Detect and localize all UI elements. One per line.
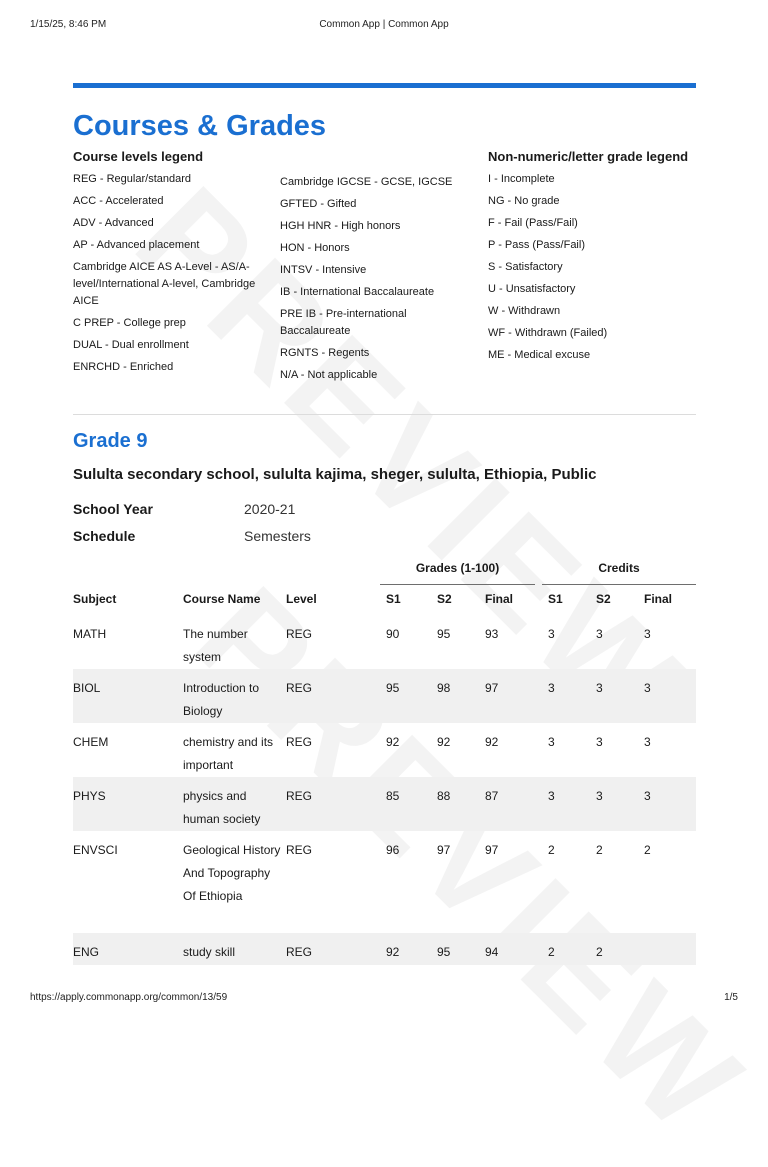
cell-subject: PHYS <box>73 789 106 803</box>
table-row <box>73 669 696 723</box>
cell-credit-s2: 2 <box>596 843 603 857</box>
cell-credit-s2: 3 <box>596 735 603 749</box>
cell-grade-final: 97 <box>485 681 499 695</box>
credits-group-header: Credits <box>598 561 640 575</box>
cell-credit-final: 3 <box>644 789 651 803</box>
legend-item: S - Satisfactory <box>488 261 563 273</box>
print-header <box>0 19 768 33</box>
school-year-value: 2020-21 <box>244 501 296 517</box>
table-row <box>73 777 696 831</box>
legend-item: Cambridge IGCSE - GCSE, IGCSE <box>280 176 453 188</box>
cell-course: Geological History And Topography Of Ethiopia <box>183 843 281 903</box>
cell-credit-s2: 3 <box>596 789 603 803</box>
legend-item: AP - Advanced placement <box>73 239 200 251</box>
cell-credit-final: 3 <box>644 627 651 641</box>
legend-item: N/A - Not applicable <box>280 369 378 381</box>
legend-item: NG - No grade <box>488 195 560 207</box>
col-header-subject: Subject <box>73 592 117 606</box>
cell-grade-s1: 85 <box>386 789 400 803</box>
page-title: Courses & Grades <box>73 110 327 142</box>
cell-level: REG <box>286 681 313 695</box>
legend-item: ACC - Accelerated <box>73 195 164 207</box>
cell-credit-s2: 3 <box>596 681 603 695</box>
cell-level: REG <box>286 789 313 803</box>
cell-grade-s2: 95 <box>437 945 451 959</box>
grade-legend-list <box>488 171 698 369</box>
legend-item: ENRCHD - Enriched <box>73 361 174 373</box>
cell-credit-s1: 3 <box>548 627 555 641</box>
course-levels-legend-title: Course levels legend <box>73 149 204 164</box>
legend-item: PRE IB - Pre-international Baccalaureate <box>280 308 407 337</box>
cell-credit-s1: 2 <box>548 843 555 857</box>
cell-credit-s1: 3 <box>548 735 555 749</box>
cell-grade-final: 92 <box>485 735 499 749</box>
col-header-credit-s2: S2 <box>596 592 611 606</box>
cell-grade-s1: 95 <box>386 681 400 695</box>
cell-credit-final: 3 <box>644 681 651 695</box>
cell-grade-final: 87 <box>485 789 499 803</box>
grade-heading: Grade 9 <box>73 430 148 452</box>
cell-credit-s2: 3 <box>596 627 603 641</box>
cell-subject: ENG <box>73 945 100 959</box>
course-levels-legend-col1 <box>73 171 273 381</box>
print-page-number: 1/5 <box>724 992 738 1003</box>
col-header-grade-final: Final <box>485 592 514 606</box>
legend-item: RGNTS - Regents <box>280 347 370 359</box>
cell-credit-s1: 2 <box>548 945 555 959</box>
cell-grade-s2: 95 <box>437 627 451 641</box>
grades-group-rule <box>380 584 535 585</box>
cell-level: REG <box>286 843 313 857</box>
col-header-credit-final: Final <box>644 592 673 606</box>
cell-subject: MATH <box>73 627 107 641</box>
cell-grade-s1: 96 <box>386 843 400 857</box>
legend-item: GFTED - Gifted <box>280 198 357 210</box>
col-header-grade-s1: S1 <box>386 592 401 606</box>
table-row <box>73 723 696 777</box>
print-datetime: 1/15/25, 8:46 PM <box>30 19 107 30</box>
credits-group-rule <box>542 584 696 585</box>
cell-course: The number system <box>183 627 248 664</box>
cell-grade-s2: 97 <box>437 843 451 857</box>
legend-item: P - Pass (Pass/Fail) <box>488 239 585 251</box>
course-levels-legend-col2 <box>280 174 465 389</box>
cell-grade-final: 93 <box>485 627 499 641</box>
legend-item: IB - International Baccalaureate <box>280 286 435 298</box>
cell-grade-s2: 88 <box>437 789 451 803</box>
cell-grade-s1: 92 <box>386 945 400 959</box>
legend-item: INTSV - Intensive <box>280 264 367 276</box>
cell-level: REG <box>286 945 313 959</box>
col-header-grade-s2: S2 <box>437 592 452 606</box>
cell-subject: ENVSCI <box>73 843 118 857</box>
cell-credit-final: 3 <box>644 735 651 749</box>
legend-item: C PREP - College prep <box>73 317 186 329</box>
table-row <box>73 933 696 965</box>
cell-level: REG <box>286 627 313 641</box>
legend-item: HON - Honors <box>280 242 350 254</box>
cell-grade-s1: 92 <box>386 735 400 749</box>
col-header-credit-s1: S1 <box>548 592 563 606</box>
cell-grade-final: 97 <box>485 843 499 857</box>
legend-item: WF - Withdrawn (Failed) <box>488 327 608 339</box>
legend-item: REG - Regular/standard <box>73 173 191 185</box>
cell-level: REG <box>286 735 313 749</box>
col-header-course: Course Name <box>183 592 261 606</box>
print-url: https://apply.commonapp.org/common/13/59 <box>30 992 228 1003</box>
print-footer <box>0 992 768 1006</box>
section-divider <box>73 414 696 415</box>
cell-credit-final: 2 <box>644 843 651 857</box>
legend-item: I - Incomplete <box>488 173 555 185</box>
accent-bar <box>73 83 696 88</box>
legend-item: U - Unsatisfactory <box>488 283 576 295</box>
cell-credit-s1: 3 <box>548 681 555 695</box>
legend-item: DUAL - Dual enrollment <box>73 339 189 351</box>
print-title: Common App | Common App <box>319 19 449 30</box>
schedule-value: Semesters <box>244 528 311 544</box>
cell-course: study skill <box>183 945 236 959</box>
grades-group-header: Grades (1-100) <box>415 561 500 575</box>
cell-grade-final: 94 <box>485 945 499 959</box>
legend-item: F - Fail (Pass/Fail) <box>488 217 578 229</box>
legend-item: W - Withdrawn <box>488 305 561 317</box>
grade-legend-title: Non-numeric/letter grade legend <box>488 149 689 164</box>
cell-grade-s2: 98 <box>437 681 451 695</box>
table-row <box>73 831 696 933</box>
school-name: Sululta secondary school, sululta kajima, sheger, sululta, Ethiopia, Public <box>73 466 597 483</box>
legend-item: ADV - Advanced <box>73 217 154 229</box>
legend-item: Cambridge AICE AS A-Level - AS/A-level/International A-level, Cambridge AICE <box>73 261 256 307</box>
legend-item: ME - Medical excuse <box>488 349 591 361</box>
cell-grade-s2: 92 <box>437 735 451 749</box>
table-row <box>73 615 696 669</box>
legend-item: HGH HNR - High honors <box>280 220 401 232</box>
schedule-label: Schedule <box>73 528 136 544</box>
cell-grade-s1: 90 <box>386 627 400 641</box>
school-year-label: School Year <box>73 501 153 517</box>
cell-subject: BIOL <box>73 681 101 695</box>
cell-course: physics and human society <box>183 789 261 826</box>
cell-credit-s1: 3 <box>548 789 555 803</box>
cell-course: Introduction to Biology <box>183 681 260 718</box>
cell-course: chemistry and its important <box>183 735 274 772</box>
cell-subject: CHEM <box>73 735 109 749</box>
cell-credit-s2: 2 <box>596 945 603 959</box>
col-header-level: Level <box>286 592 317 606</box>
